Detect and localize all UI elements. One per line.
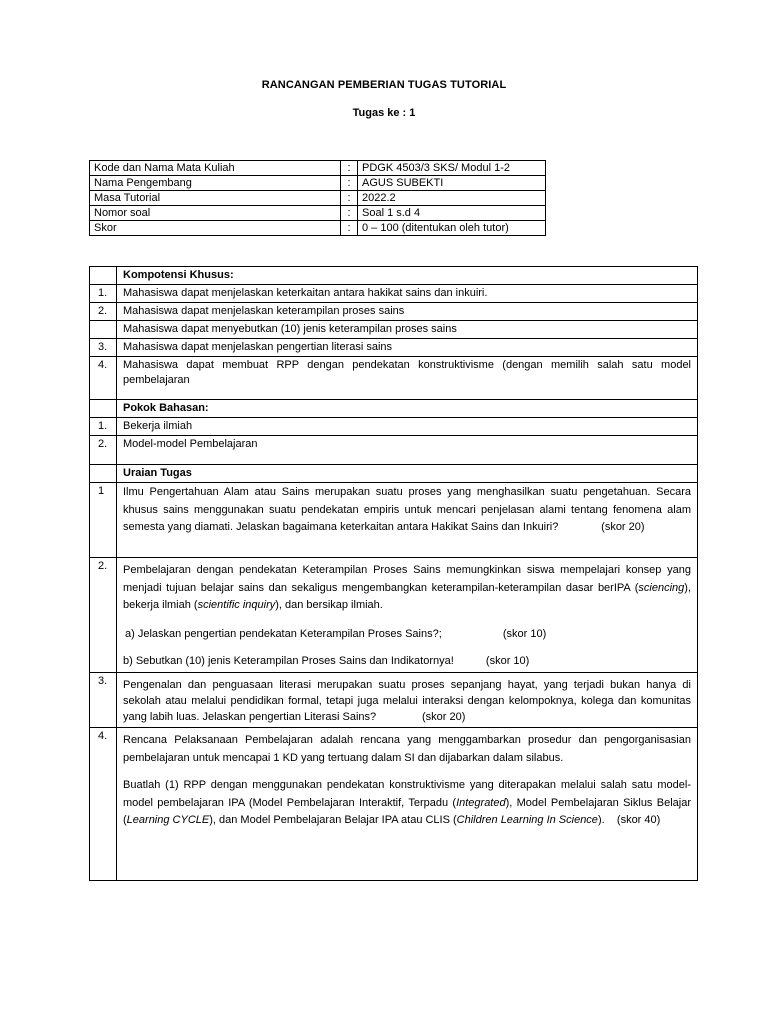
info-label: Masa Tutorial [90, 191, 341, 206]
task-text: Pengenalan dan penguasaan literasi merupakan suatu proses sepanjang hayat, yang terjadi bukan hanya di sekolah atau melalui pendidikan formal, tetapi juga melalui interaksi dengan kelompoknya, kolega dan komunitas yang labih luas. Jelaskan pengertian Literasi Sains? [123, 679, 691, 723]
uraian-heading: Uraian Tugas [117, 465, 698, 483]
task-row-4 [90, 728, 698, 881]
kompetensi-row [90, 357, 698, 400]
info-label: Kode dan Nama Mata Kuliah [90, 161, 341, 176]
kompetensi-text: Mahasiswa dapat menyebutkan (10) jenis keterampilan proses sains [117, 321, 698, 339]
kompetensi-row [90, 285, 698, 303]
document-title: RANCANGAN PEMBERIAN TUGAS TUTORIAL [261, 79, 507, 91]
course-info-table [89, 160, 546, 236]
info-value: 0 – 100 (ditentukan oleh tutor) [358, 221, 546, 236]
row-number: 2. [90, 436, 117, 465]
task-instruction: Buatlah (1) RPP dengan menggunakan pendekatan konstruktivisme yang diterapakan melalui salah satu model-model pembelajaran IPA (Model Pembelajaran Interaktif, Terpadu (Integrated), Model Pembelajaran Siklus Belajar (Learning CYCLE), dan Model Pembelajaran Belajar IPA atau CLIS (Children Learning In Science). (skor 40) [123, 779, 691, 826]
kompetensi-row [90, 303, 698, 321]
task-score: (skor 40) [616, 814, 661, 826]
info-value: AGUS SUBEKTI [358, 176, 546, 191]
info-row-course [90, 161, 546, 176]
info-value: Soal 1 s.d 4 [358, 206, 546, 221]
row-number: 2. [90, 303, 117, 321]
kompetensi-row [90, 321, 698, 339]
kompetensi-text: Mahasiswa dapat menjelaskan keterkaitan antara hakikat sains dan inkuiri. [117, 285, 698, 303]
kompetensi-text: Mahasiswa dapat menjelaskan keterampilan proses sains [117, 303, 698, 321]
info-row-period [90, 191, 546, 206]
info-separator: : [341, 161, 358, 176]
info-separator: : [341, 206, 358, 221]
pokok-row [90, 436, 698, 465]
row-number: 3. [90, 673, 117, 728]
row-number: 4. [90, 357, 117, 400]
uraian-heading-row [90, 465, 698, 483]
kompetensi-row [90, 339, 698, 357]
row-number: 3. [90, 339, 117, 357]
info-label: Skor [90, 221, 341, 236]
task-score: (skor 20) [422, 711, 466, 723]
assignment-number: Tugas ke : 1 [352, 107, 416, 119]
row-number [90, 321, 117, 339]
task-question-b: b) Sebutkan (10) jenis Keterampilan Proses Sains dan Indikatornya! (skor 10) [123, 654, 530, 667]
kompetensi-heading-row [90, 267, 698, 285]
task-row-1 [90, 483, 698, 558]
task-score: (skor 10) [502, 627, 547, 640]
kompetensi-text: Mahasiswa dapat menjelaskan pengertian literasi sains [117, 339, 698, 357]
task-table [89, 266, 698, 881]
info-row-score [90, 221, 546, 236]
info-label: Nomor soal [90, 206, 341, 221]
task-question-a: a) Jelaskan pengertian pendekatan Keterampilan Proses Sains?; (skor 10) [125, 627, 547, 640]
info-separator: : [341, 191, 358, 206]
task-score: (skor 20) [601, 521, 645, 533]
task-row-2 [90, 558, 698, 673]
info-row-questions [90, 206, 546, 221]
pokok-text: Model-model Pembelajaran [117, 436, 698, 465]
info-row-developer [90, 176, 546, 191]
row-number: 4. [90, 728, 117, 881]
row-number: 1 [90, 483, 117, 558]
task-intro: Pembelajaran dengan pendekatan Keterampilan Proses Sains memungkinkan siswa mempelajari konsep yang menjadi tujuan belajar sains dan sekaligus mengembangkan keterampilan-keterampilan dasar berIPA (sciencing), bekerja ilmiah (scientific inquiry), dan bersikap ilmiah. [123, 564, 691, 611]
pokok-heading-row [90, 400, 698, 418]
info-label: Nama Pengembang [90, 176, 341, 191]
row-number: 1. [90, 285, 117, 303]
task-row-3 [90, 673, 698, 728]
pokok-text: Bekerja ilmiah [117, 418, 698, 436]
task-score: (skor 10) [485, 654, 530, 667]
info-value: 2022.2 [358, 191, 546, 206]
kompetensi-heading: Kompotensi Khusus: [117, 267, 698, 285]
pokok-heading: Pokok Bahasan: [117, 400, 698, 418]
info-value: PDGK 4503/3 SKS/ Modul 1-2 [358, 161, 546, 176]
task-text: Rencana Pelaksanaan Pembelajaran adalah rencana yang menggambarkan prosedur dan pengorganisasian pembelajaran untuk mencapai 1 KD yang tertuang dalam SI dan dijabarkan dalam silabus. [123, 734, 691, 764]
pokok-row [90, 418, 698, 436]
row-number: 1. [90, 418, 117, 436]
info-separator: : [341, 221, 358, 236]
task-text: Ilmu Pengertahuan Alam atau Sains merupakan suatu proses yang menghasilkan suatu pengetahuan. Secara khusus sains menggunakan suatu pendekatan empiris untuk mencari penjelasan alami tentang fenomena alam semesta yang diamati. Jelaskan bagaimana keterkaitan antara Hakikat Sains dan Inkuiri? [123, 486, 691, 533]
info-separator: : [341, 176, 358, 191]
kompetensi-text: Mahasiswa dapat membuat RPP dengan pendekatan konstruktivisme (dengan memilih salah satu model pembelajaran [117, 357, 698, 400]
row-number: 2. [90, 558, 117, 673]
